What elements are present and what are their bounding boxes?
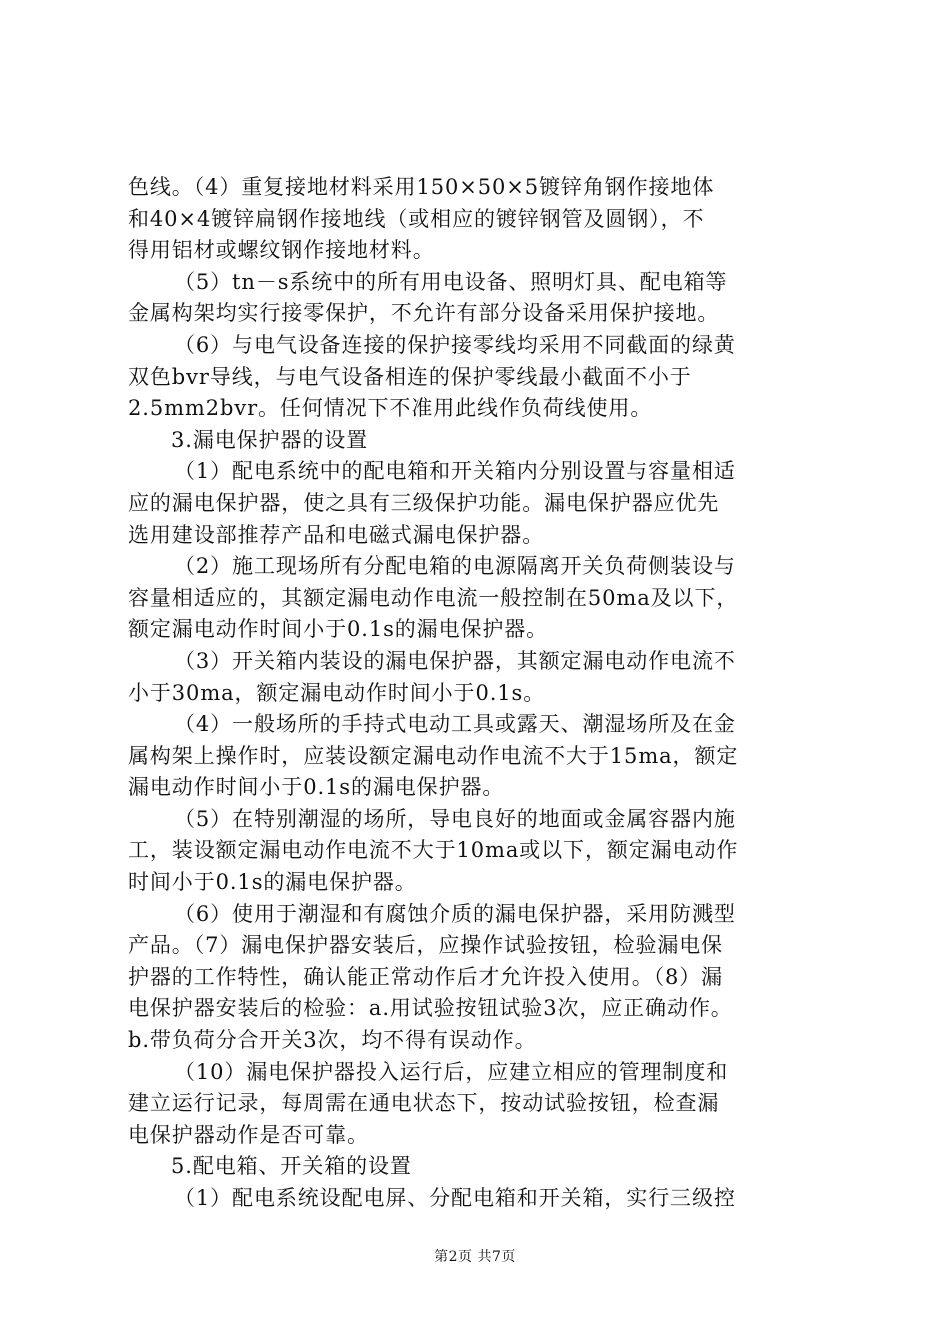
text-line: 产品。（7）漏电保护器安装后，应操作试验按钮，检验漏电保 [128,933,724,958]
text-line: 5.配电箱、开关箱的设置 [171,1154,412,1179]
text-line: b.带负荷分合开关3次，均不得有误动作。 [128,1028,537,1053]
text-line: 应的漏电保护器，使之具有三级保护功能。漏电保护器应优先 [128,490,720,515]
text-line: 电保护器动作是否可靠。 [128,1122,369,1147]
text-line: 漏电动作时间小于0.1s的漏电保护器。 [128,775,505,800]
text-line: 3.漏电保护器的设置 [171,427,369,452]
text-line: （5）在特别潮湿的场所，导电良好的地面或金属容器内施 [174,806,736,831]
text-line: （6）使用于潮湿和有腐蚀介质的漏电保护器，采用防溅型 [174,901,736,926]
text-line: 建立运行记录，每周需在通电状态下，按动试验按钮，检查漏 [128,1091,720,1116]
text-line: （1）配电系统中的配电箱和开关箱内分别设置与容量相适 [174,459,736,484]
text-line: 时间小于0.1s的漏电保护器。 [128,870,417,895]
page-number-footer: 第2页 共7页 [434,1249,516,1265]
text-line: 双色bvr导线，与电气设备相连的保护零线最小截面不小于 [128,364,692,389]
text-line: 额定漏电动作时间小于0.1s的漏电保护器。 [128,617,549,642]
text-line: 色线。（4）重复接地材料采用150×50×5镀锌角钢作接地体 [128,175,715,199]
text-line: 护器的工作特性，确认能正常动作后才允许投入使用。（8）漏 [128,964,724,989]
document-body [128,172,828,1215]
text-line: 和40×4镀锌扁钢作接地线（或相应的镀锌钢管及圆钢），不 [128,206,705,231]
text-line: （4）一般场所的手持式电动工具或露天、潮湿场所及在金 [174,712,736,737]
text-line: （2）施工现场所有分配电箱的电源隔离开关负荷侧装设与 [174,554,736,579]
text-line: 金属构架均实行接零保护，不允许有部分设备采用保护接地。 [128,301,720,326]
text-line: （1）配电系统设配电屏、分配电箱和开关箱，实行三级控 [174,1186,736,1210]
text-line: 小于30ma，额定漏电动作时间小于0.1s。 [128,680,546,705]
text-line: 容量相适应的，其额定漏电动作电流一般控制在50ma及以下， [128,585,739,610]
text-line: （6）与电气设备连接的保护接零线均采用不同截面的绿黄 [174,332,736,357]
text-line: （5）tn－s系统中的所有用电设备、照明灯具、配电箱等 [174,269,728,294]
text-line: 电保护器安装后的检验：a.用试验按钮试验3次，应正确动作。 [128,996,733,1021]
text-line: （10）漏电保护器投入运行后，应建立相应的管理制度和 [174,1059,729,1084]
text-line: 得用铝材或螺纹钢作接地材料。 [128,238,435,263]
text-line: 2.5mm2bvr。任何情况下不准用此线作负荷线使用。 [128,396,653,421]
text-line: 选用建设部推荐产品和电磁式漏电保护器。 [128,522,545,547]
text-line: （3）开关箱内装设的漏电保护器，其额定漏电动作电流不 [174,648,736,673]
text-line: 工，装设额定漏电动作电流不大于10ma或以下，额定漏电动作 [128,838,739,863]
text-line: 属构架上操作时，应装设额定漏电动作电流不大于15ma，额定 [128,743,739,768]
